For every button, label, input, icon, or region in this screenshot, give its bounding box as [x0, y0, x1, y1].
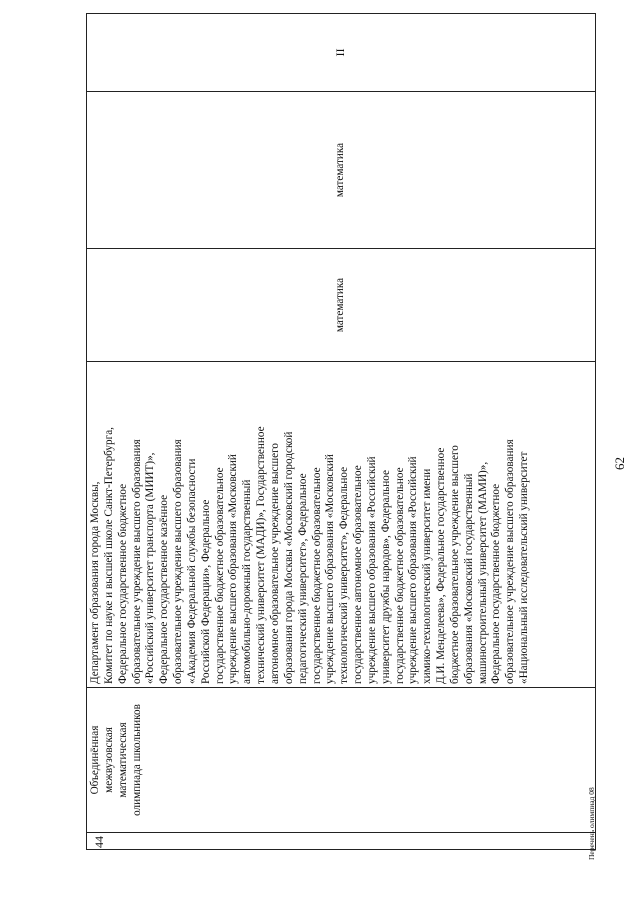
organizer-line: автономное образовательное учреждение высшего — [268, 442, 281, 684]
subject-cell: математика — [87, 249, 596, 362]
organizer-line: Комитет по науке и высшей школе Санкт-Петербурга, — [102, 427, 115, 684]
organizer-line: педагогический университет», Федеральное — [296, 473, 309, 684]
organizer-line: Федеральное государственное бюджетное — [490, 483, 503, 684]
organizer-line: учреждение высшего образования «Российский — [365, 456, 378, 684]
organizer-line: Федеральное государственное бюджетное — [116, 483, 129, 684]
organizer-line: образовательное учреждение высшего образования — [504, 439, 517, 684]
footer-note: Перечень олимпиад 08 — [587, 787, 596, 860]
organizer-line: технологический университет», Федеральное — [338, 466, 351, 684]
organizer-line: образовательное учреждение высшего образования — [172, 439, 185, 684]
organizer-line: Департамент образования города Москвы, — [89, 481, 101, 684]
olympiad-name-line: Объединённая — [89, 725, 101, 795]
organizer-line: университет дружбы народов», Федеральное — [379, 470, 392, 684]
organizer-line: государственное бюджетное образовательное — [393, 467, 406, 684]
organizer-line: автомобильно-дорожный государственный — [241, 479, 254, 684]
page-number: 62 — [612, 457, 627, 470]
organizer-line: «Академия Федеральной службы безопасности — [185, 458, 198, 684]
profile-cell: математика — [87, 92, 596, 249]
olympiad-name-lines — [89, 690, 144, 830]
organizer-line: образовательное учреждение высшего образования — [130, 439, 143, 684]
organizer-line: Д.И. Менделеева», Федеральное государственное — [435, 447, 448, 684]
olympiad-name-line: математическая — [116, 722, 129, 798]
organizer-line: машиностроительный университет (МАМИ)», — [476, 461, 489, 684]
organizer-line: бюджетное образовательное учреждение высшего — [448, 445, 461, 684]
organizers-cell — [87, 362, 596, 688]
organizer-line: Российской Федерации», Федеральное — [199, 499, 212, 684]
olympiad-name-line: олимпиада школьников — [130, 704, 143, 816]
row-number: 44 — [87, 833, 596, 850]
level-cell: II — [87, 14, 596, 92]
olympiad-name — [87, 688, 596, 833]
organizers-lines — [89, 364, 532, 684]
organizer-line: технический университет (МАДИ)», Государственное — [255, 426, 268, 684]
organizer-line: государственное автономное образовательное — [352, 465, 365, 684]
table-row — [87, 14, 596, 850]
organizer-line: «Национальный исследовательский университет — [518, 451, 531, 684]
organizer-line: учреждение высшего образования «Московский — [324, 454, 337, 684]
olympiad-table — [86, 13, 596, 850]
organizer-line: Федеральное государственное казённое — [158, 494, 171, 684]
organizer-line: химико-технологический университет имени — [421, 468, 434, 684]
organizer-line: государственное бюджетное образовательное — [213, 467, 226, 684]
olympiad-name-line: межвузовская — [102, 727, 115, 793]
organizer-line: учреждение высшего образования «Российский — [407, 456, 420, 684]
organizer-line: образования «Московский государственный — [462, 473, 475, 684]
organizer-line: «Российский университет транспорта (МИИТ)», — [144, 452, 157, 684]
olympiad-table-rotated — [86, 30, 596, 850]
organizer-line: государственное бюджетное образовательное — [310, 467, 323, 684]
organizer-line: образования города Москвы «Московский городской — [282, 431, 295, 684]
organizer-line: учреждение высшего образования «Московский — [227, 454, 240, 684]
